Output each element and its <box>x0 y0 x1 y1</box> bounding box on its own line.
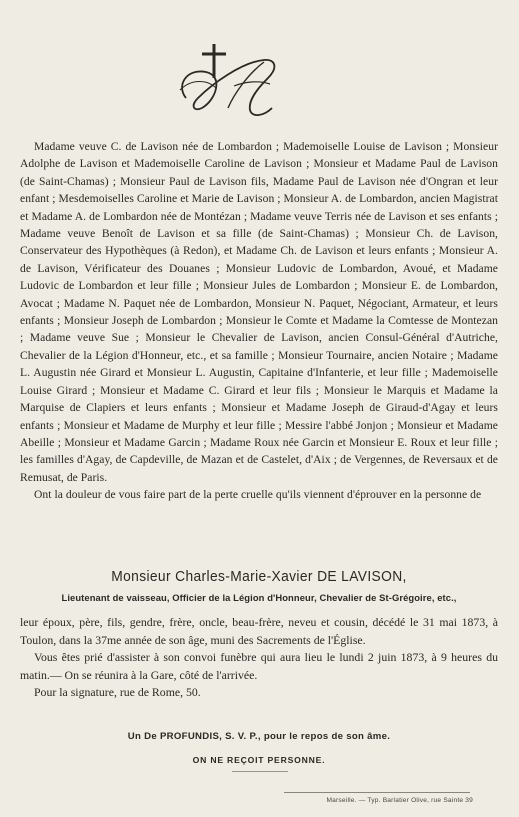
deceased-name: Monsieur Charles-Marie-Xavier DE LAVISON, <box>111 568 407 585</box>
profundis-line: Un De PROFUNDIS, S. V. P., pour le repos de son âme. <box>127 731 391 742</box>
printer-divider <box>284 792 470 793</box>
announce-paragraph: Ont la douleur de vous faire part de la perte cruelle qu'ils viennent d'éprouver en la personne de <box>34 488 482 502</box>
death-paragraph: leur époux, père, fils, gendre, frère, oncle, beau-frère, neveu et cousin, décédé le 31 mai 1873, à Toulon, dans la 37me année de son âge, muni des Sacrements de l'Église. <box>20 615 498 647</box>
death-details <box>20 614 498 702</box>
cross-monogram-icon <box>172 38 292 124</box>
signature-paragraph: Pour la signature, rue de Rome, 50. <box>34 685 201 700</box>
printer-imprint: Marseille. — Typ. Barlatier Olive, rue Sainte 39 <box>326 797 473 804</box>
family-list <box>20 138 498 504</box>
divider <box>232 771 288 772</box>
convoy-paragraph: Vous êtes prié d'assister à son convoi funèbre qui aura lieu le lundi 2 juin 1873, à 9 heures du matin.— On se réunira à la Gare, côté de l'arrivée. <box>20 650 498 682</box>
no-visitors-line: ON NE REÇOIT PERSONNE. <box>192 755 326 765</box>
deceased-titles: Lieutenant de vaisseau, Officier de la Légion d'Honneur, Chevalier de St-Grégoire, etc., <box>61 592 457 603</box>
family-paragraph: Madame veuve C. de Lavison née de Lombardon ; Mademoiselle Louise de Lavison ; Monsieur Adolphe de Lavison et Mademoiselle Caroline de Lavison ; Monsieur et Madame Paul de Lavison (de Saint-Chamas) ; Monsieur Paul de Lavison fils, Madame Paul de Lavison née d'Ongran et leur enfant ; Mesdemoiselles Caroline et Marie de Lavison ; Monsieur A. de Lombardon, ancien Magistrat et Madame A. de Lombardon née de Montézan ; Madame veuve Terris née de Lavison et ses enfants ; Madame veuve Benoît de Lavison et sa fille (de Saint-Chamas) ; Monsieur Ch. de Lavison, Conservateur des Hypothèques (à Redon), et Madame Ch. de Lavison et leurs enfants ; Monsieur A. de Lavison, Vérificateur des Douanes ; Monsieur Ludovic de Lombardon, Avoué, et Madame Ludovic de Lombardon et leur fille ; Monsieur Jules de Lombardon ; Monsieur E. de Lombardon, Avocat ; Madame N. Paquet née de Lombardon, Monsieur N. Paquet, Négociant, Armateur, et leurs enfants ; Monsieur Joseph de Lombardon ; Monsieur le Comte et Madame la Comtesse de Montezan ; Madame veuve Sue ; Monsieur le Chevalier de Lavison, ancien Consul-Général d'Autriche, Chevalier de la Légion d'Honneur, etc., et sa famille ; Monsieur Tournaire, ancien Notaire ; Madame L. Augustin née Girard et Monsieur L. Augustin, Capitaine d'Infanterie, et leur fille ; Mademoiselle Louise Girard ; Monsieur et Madame C. Girard et leur fils ; Monsieur le Marquis et Madame la Marquise de Clapiers et leurs enfants ; Monsieur et Madame Joseph de Giraud-d'Agay et leurs enfants ; Monsieur et Madame de Murphy et leur fille ; Messire l'abbé Jonjon ; Monsieur et Madame Abeille ; Monsieur et Madame Garcin ; Madame Roux née Garcin et Monsieur E. Roux et leur fille ; les familles d'Agay, de Capdeville, de Mazan et de Castelet, d'Aix ; de Vergennes, de Reversaux et de Remusat, de Paris. <box>20 140 498 484</box>
